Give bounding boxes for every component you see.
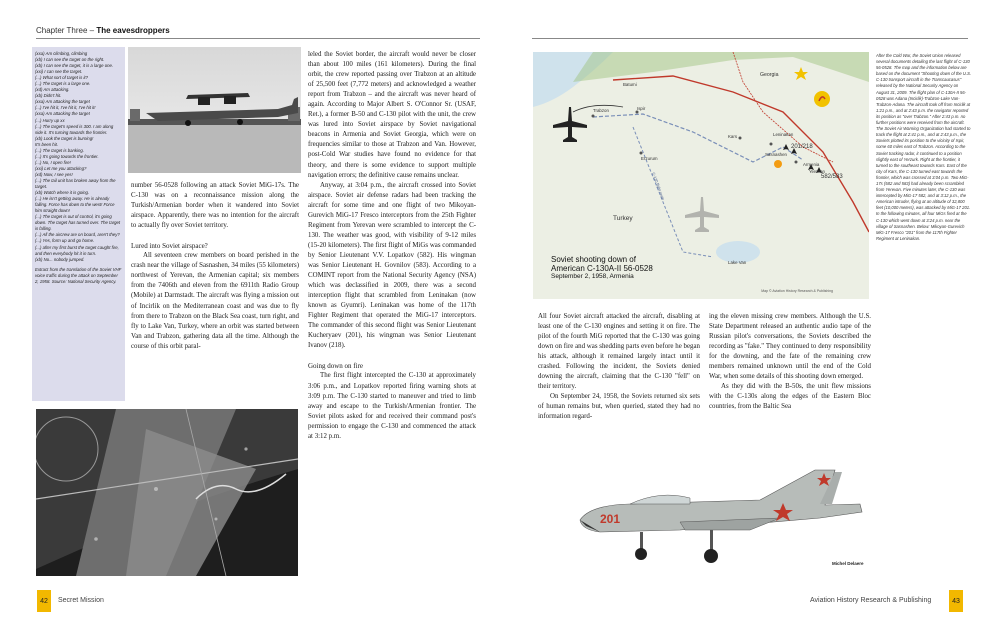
col1-paragraph: All seventeen crew members on board perished in the crash near the village of Sasnashen, 34 miles (55 kilometers) northwest of Yerevan, the Armenian capital; six members from the 7406th and eleven from the 6911th Radio Group (Mobile) at Darmstadt. The aircraft was flying a mission out of Incirlik on the Mediterranean coast and was due to fly from there to Trabzon on the Black Sea coast, turn right, and fly to Lake Van, Turkey, where an orbit was started between Van and Trabzon, gathering data all the time. Although the course of this orbit paral- bbox=[131, 252, 299, 350]
chapter-title: The eavesdroppers bbox=[96, 26, 170, 35]
label-georgia: Georgia bbox=[760, 72, 779, 78]
transcript-line: (...) All the aircrew are on board, aren't they? bbox=[35, 232, 120, 238]
text-column-2 bbox=[308, 50, 476, 442]
label-ispir: Ispir bbox=[637, 106, 646, 111]
star-icon bbox=[794, 67, 808, 80]
transcript-line: (...) Yes, form up and go home. bbox=[35, 238, 95, 244]
transcript-line: (...) The target's speed is 300. I am along side it. It's turning towards the frontier. bbox=[35, 123, 114, 135]
c130-aircraft-image bbox=[128, 47, 301, 173]
label-lake-van: Lake Van bbox=[728, 260, 747, 265]
header-rule-left bbox=[36, 38, 480, 39]
col4-paragraph: As they did with the B-50s, the unit flew missions with the C-130s along the edges of the Eastern Bloc countries, from the Baltic Sea bbox=[709, 383, 871, 411]
transcript-line: (xxa) Am climbing, climbing bbox=[35, 51, 88, 56]
transcript-source: Extract from the translation of the Soviet VHF voice traffic during the attack on September 2, 1958. Source: National Security Agency. bbox=[35, 266, 122, 284]
label-yerevan: Yerevan bbox=[809, 169, 825, 174]
transcript-line: (xb) No... nobody jumped. bbox=[35, 256, 85, 262]
sidenote-text: After the Cold War, the Soviet Union released several documents detailing the last flight of C-130 56-0528. The map and the information below are based on the document "Shooting down of the U.S. C-130 transport aircraft in the Transcaucasus" released by the National Security Agency on August 31, 2009. The flight plan of C-130A-II 56-0528 was Adana (Incirlik)-Trabzon-Lake Van-Trabzon-Adana. The aircraft took off from Incirlik at 1:21 p.m., and at 2:43 p.m. the navigator reported its position as "over Trabzon." After 2:43 p.m. no further positions were received from the aircraft. The Soviet Air Warning Organization had started to track the flight at 2:41 p.m., and at 2:43 p.m., the Soviets plotted its position to the vicinity of Ispir, some 60 miles east of Trabzon. According to the Soviet tracking radar, it continued to a position slightly east of Yerzurk. Right at the frontier, it turned to the southeast towards Kars. East of the city of Kars, the C-130 turned east towards the frontier, which was crossed at 3:04 p.m. Two MiG-17s (582 and 583) had already been scrambled from Yerevan. Five minutes later, the C-130 was intercepted by MiG-17 582, and at 3:12 p.m., the American intruder, flying at an altitude of 32,800 feet (10,000 meters), was attacked by MiG-17 201. In the following minutes, all four MiGs fired at the C-130 which went down at 3:24 p.m. near the village of Sasnashen. Below: Mikoyan-Gurevich MiG-17 Fresco "201" from the 117th Fighter Regiment at Leninakan. bbox=[876, 53, 972, 241]
col3-paragraph: On September 24, 1958, the Soviets returned six sets of human remains but, when queried, stated they had no information regard- bbox=[538, 393, 700, 421]
border-line bbox=[613, 76, 869, 232]
transcript-line: (...) It's going towards the frontier. bbox=[35, 153, 99, 159]
transcript-line: (...) He isn't getting away. He is already falling. Force has down to the west! Force him straight down! bbox=[35, 196, 115, 214]
footer-left-text: Secret Mission bbox=[58, 597, 104, 604]
transcript-line: (...) I've hit it, I've hit it, I've hit it! bbox=[35, 105, 96, 111]
transcript-line: (xd) Am attacking. bbox=[35, 87, 70, 93]
transcript-line: (...) No, I open fire! bbox=[35, 159, 71, 165]
transcript-line: (...) The target is banking. bbox=[35, 147, 84, 153]
col2-paragraph: The first flight intercepted the C-130 at approximately 3:06 p.m., and Lopatkov reported firing warning shots at 3:09 p.m. The C-130 started to maneuver and tried to limb away and escape to the Turkish/Armenian frontier. The Soviet pilots asked for and received their command post's permission to engage the C-130 and commenced the attack at 3:12 p.m. bbox=[308, 372, 476, 440]
label-codes-582-583: 582/583 bbox=[821, 174, 843, 180]
header-rule-right bbox=[532, 38, 968, 39]
page-number-right: 43 bbox=[949, 590, 963, 612]
transcript-line: It's been hit. bbox=[35, 141, 59, 147]
chapter-label: Chapter Three bbox=[36, 26, 88, 35]
transcript-line: (xxa) Am attacking the target bbox=[35, 111, 90, 117]
text-column-1 bbox=[131, 181, 299, 352]
transcript-line: (xb) Look the target is burning! bbox=[35, 135, 94, 141]
illustration-credit: Michel Delaere bbox=[832, 561, 864, 566]
map-caption-title: Soviet shooting down of bbox=[551, 255, 636, 264]
label-armenia: Armenia bbox=[803, 162, 820, 167]
footer-right-text: Aviation History Research & Publishing bbox=[810, 597, 932, 604]
label-leninakan: Leninakan bbox=[773, 132, 794, 137]
text-column-3 bbox=[538, 312, 700, 423]
label-trabzon: Trabzon bbox=[593, 108, 609, 113]
transcript-line: (...) The target is out of control, it's going down. The target has turned over. The target is falling. bbox=[35, 214, 121, 232]
intercept-transcript-box bbox=[32, 47, 125, 401]
label-sasnashen: Sasnashen bbox=[765, 152, 787, 157]
map-credit: Map © Aviation History Research & Publishing bbox=[761, 289, 833, 293]
mig17-image bbox=[560, 460, 875, 578]
soviet-emblem-icon bbox=[814, 91, 830, 107]
label-kars: Kars bbox=[728, 134, 738, 139]
transcript-line: (xxi) Let me you attacking? bbox=[35, 165, 87, 171]
text-column-4 bbox=[709, 312, 871, 412]
page-number-left: 42 bbox=[37, 590, 51, 612]
transcript-line: (xb) Watch where it is going. bbox=[35, 190, 90, 196]
aerial-photo bbox=[36, 409, 298, 576]
transcript-line: (xxi) I can see the target. bbox=[35, 69, 83, 75]
c130-icon-top bbox=[553, 107, 587, 142]
transcript-lines bbox=[35, 51, 122, 263]
section-heading-going-down: Going down on fire bbox=[308, 362, 364, 371]
aerial-photo-image bbox=[36, 409, 298, 576]
label-erzurum: Erzurum bbox=[641, 156, 658, 161]
shootdown-map bbox=[533, 52, 869, 299]
chapter-header: Chapter Three – The eavesdroppers bbox=[36, 26, 170, 35]
transcript-line: (...) after my first burst the target caught fire, and then everybody hit it in turn. bbox=[35, 244, 119, 256]
c130-icon-faded bbox=[685, 197, 719, 232]
label-batumi: Batumi bbox=[623, 82, 637, 87]
map-caption bbox=[551, 255, 653, 281]
mig17-illustration bbox=[560, 460, 875, 578]
crash-marker bbox=[774, 160, 782, 168]
col4-paragraph: ing the eleven missing crew members. Although the U.S. State Department released an authentic audio tape of the Russian pilot's conversations, the Soviets described the recording as "fake." They continued to deny responsibility for the downing, and the fate of the remaining crew members remained unknown until the end of the Cold War, when some details of this shooting down emerged. bbox=[709, 313, 871, 381]
transcript-line: (xb) I can see the target on the right. bbox=[35, 57, 105, 63]
transcript-line: (...) The target is a large one. bbox=[35, 81, 91, 87]
transcript-line: (...) Hurry up xx bbox=[35, 117, 65, 123]
label-route: C-130 flight route bbox=[651, 172, 665, 201]
label-turkey: Turkey bbox=[613, 215, 633, 222]
transcript-line: (xb) I can see the target, it is a large one. bbox=[35, 63, 114, 69]
mig-side-number: 201 bbox=[600, 512, 621, 526]
section-heading-lured: Lured into Soviet airspace? bbox=[131, 242, 208, 251]
transcript-line: (xb) Didn't hit. bbox=[35, 93, 62, 99]
transcript-line: (...) The tail unit has broken away from the target. bbox=[35, 177, 116, 190]
map-caption-title: American C-130A-II 56-0528 bbox=[551, 264, 653, 273]
col2-paragraph: Anyway, at 3:04 p.m., the aircraft crossed into Soviet airspace. Soviet air defense radars had been tracking the aircraft for some time and one flight of two Mikoyan-Gurevich MiG-17 Fresco interceptors from the 25th Fighter Regiment from Yerevan were scrambled to intercept the C-130. The weather was good, with visibility of 9-12 miles (15-20 kilometers). The first flight of MiGs was commanded by Senior Lieutenant V.V. Lopatkov (582). His wingman was Senior Lieutenant H. Govnilov (583). According to a COMINT report from the National Security Agency (NSA) which was declassified in 2009, there was a second interception flight that scrambled from Leninakan (now known as Gyumri). Leninakan was home of the 117th Fighter Regiment that operated the MiG-17 interceptors. The commander of this second flight was Senior Lieutenant Kucheryaev (201), his wingman was Senior Lieutenant Ivanov (218). bbox=[308, 181, 476, 350]
transcript-line: (...) What sort of target is it? bbox=[35, 75, 89, 81]
c130-photo bbox=[128, 47, 301, 173]
map-caption-date: September 2, 1958, Armenia bbox=[551, 273, 634, 280]
col3-paragraph: All four Soviet aircraft attacked the aircraft, disabling at least one of the C-130 engines and setting it on fire. The pilot of the fourth MiG reported that the C-130 was going down on fire and was shedding parts even before he began his attack, although it remained largely intact until it crashed. Following the incident, the Soviets denied downing the aircraft, claiming that the C-130 "fell" on their territory. bbox=[538, 313, 700, 391]
label-codes-201-218: 201/218 bbox=[791, 144, 813, 150]
col2-paragraph: leled the Soviet border, the aircraft would never be closer than about 100 miles (161 kilometers). During the final orbit, the crew reported passing over Trabzon at an altitude of 25,500 feet (7,772 meters) and acknowledged a weather report from Trabzon – and the aircraft was never heard of again. According to Major Albert S. O'Connor Sr. (USAF, Ret.), a former B-50 and C-130 pilot with the unit, the crew was lured into Soviet airspace by Soviet navigational beacons in Armenia and Soviet Georgia, which were on frequencies similar to those at Trabzon and Van. However, post-Cold War studies have found no evidence for that theory, and there is some evidence to support multiple navigation errors; the definitive cause remains unclear. bbox=[308, 51, 476, 179]
transcript-line: (xd) Now, I see yes! bbox=[35, 171, 73, 177]
transcript-line: (xxa) Am attacking the target bbox=[35, 99, 90, 105]
col1-paragraph: number 56-0528 following an attack Soviet MiG-17s. The C-130 was on a reconnaissance mission along the Turkish/Armenian border when it wandered into Soviet airspace. Apparently, there was no intention for the aircraft to actually fly over Soviet territory. bbox=[131, 182, 299, 230]
